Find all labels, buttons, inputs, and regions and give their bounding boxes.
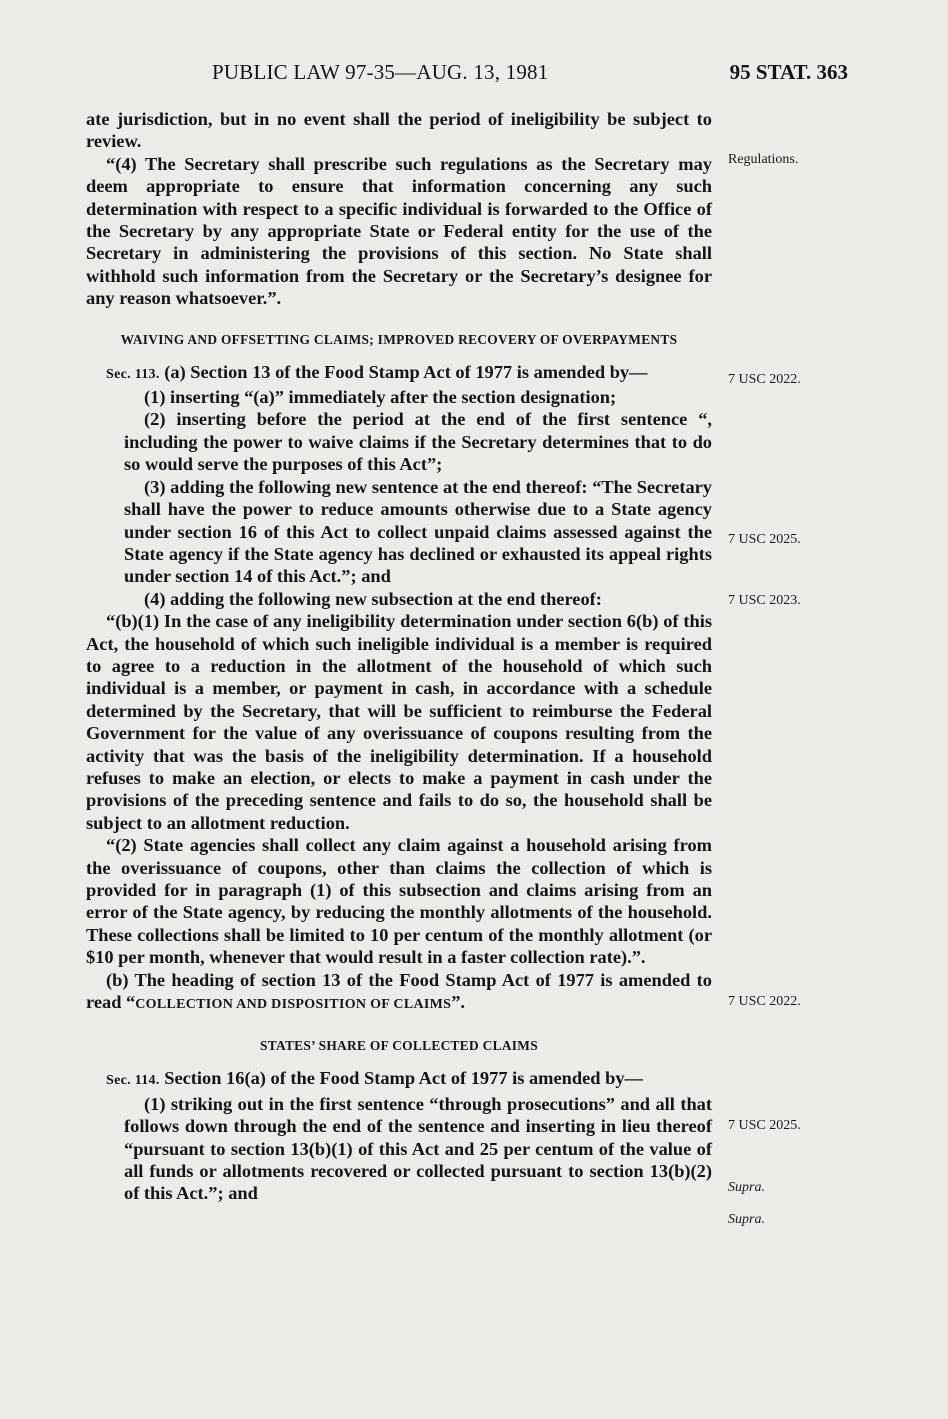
paragraph-continuation: ate jurisdiction, but in no event shall the period of ineligibility be subject to review. bbox=[86, 109, 712, 152]
section-114-label: Sec. 114. bbox=[106, 1073, 160, 1089]
list-item-113-2: (2) inserting before the period at the end of the first sentence “, including the power to waive claims if the Secretary determines that to do so would serve the purposes of this Act”; bbox=[124, 409, 712, 475]
subsection-heading-amendment bbox=[86, 969, 712, 1017]
margin-note-7-usc-2023: 7 USC 2023. bbox=[728, 593, 801, 608]
page-title: PUBLIC LAW 97-35—AUG. 13, 1981 bbox=[212, 60, 549, 84]
subsection-b2: “(2) State agencies shall collect any claim against a household arising from the overissuance of coupons, other than claims the collection of which is provided for in paragraph (1) of this subsection and claims arising from an error of the State agency, by reducing the monthly allotments of the household. These collections shall be limited to 10 per centum of the monthly allotment (or $10 per month, whenever that would result in a faster collection rate).”. bbox=[86, 835, 712, 968]
section-114-intro bbox=[86, 1067, 712, 1092]
margin-note-7-usc-2022-a: 7 USC 2022. bbox=[728, 372, 801, 387]
body-text bbox=[86, 108, 712, 1205]
list-item-113-3: (3) adding the following new sentence at the end thereof: “The Secretary shall have the power to reduce amounts otherwise due to a State agency under section 16 of this Act to collect unpaid claims assessed against the State agency if the State agency has declined or exhausted its appeal rights under section 14 of this Act.”; and bbox=[124, 476, 712, 587]
running-head bbox=[86, 60, 848, 90]
subsection-b1: “(b)(1) In the case of any ineligibility determination under section 6(b) of this Act, the household of which such ineligible individual is a member is required to agree to a reduction in the allotment of the household of which such individual is a member, or payment in cash, in accordance with a schedule determined by the Secretary, that will be sufficient to reimburse the Federal Government for the value of any overissuance of coupons resulting from the activity that was the basis of the ineligibility determination. If a household refuses to make an election, or elects to make a payment in cash under the provisions of the preceding sentence and fails to do so, the household shall be subject to an allotment reduction. bbox=[86, 611, 712, 833]
margin-note-supra-a: Supra. bbox=[728, 1180, 765, 1195]
margin-note-7-usc-2025-a: 7 USC 2025. bbox=[728, 532, 801, 547]
margin-note-supra-b: Supra. bbox=[728, 1212, 765, 1227]
paragraph-regulations: “(4) The Secretary shall prescribe such regulations as the Secretary may deem appropriate to ensure that information concerning any such determination with respect to a specific individual is forwarded to the Office of the Secretary by any appropriate State or Federal entity for the use of the Secretary in administering the provisions of this section. No State shall withhold such information from the Secretary or the Secretary’s designee for any reason whatsoever.”. bbox=[86, 153, 712, 309]
section-113-intro bbox=[86, 361, 712, 386]
section-113-text: (a) Section 13 of the Food Stamp Act of 1977 is amended by— bbox=[159, 361, 648, 382]
section-114-text: Section 16(a) of the Food Stamp Act of 1977 is amended by— bbox=[159, 1068, 643, 1089]
section-heading-states-share: STATES’ SHARE OF COLLECTED CLAIMS bbox=[259, 1038, 538, 1054]
amendment-text-end: ”. bbox=[451, 992, 466, 1013]
margin-note-7-usc-2025-b: 7 USC 2025. bbox=[728, 1118, 801, 1133]
list-item-113-1: (1) inserting “(a)” immediately after the section designation; bbox=[144, 387, 617, 408]
amendment-new-heading: COLLECTION AND DISPOSITION OF CLAIMS bbox=[135, 997, 452, 1013]
statute-page-number: 95 STAT. 363 bbox=[729, 60, 848, 84]
section-113-label: Sec. 113. bbox=[106, 366, 160, 382]
margin-note-7-usc-2022-b: 7 USC 2022. bbox=[728, 994, 801, 1009]
amendment-text-start: (b) The heading of section 13 of the Food Stamp Act of 1977 is amended to read “ bbox=[86, 969, 712, 1013]
margin-note-regulations: Regulations. bbox=[728, 152, 799, 167]
section-heading-waiving-claims: WAIVING AND OFFSETTING CLAIMS; IMPROVED RECOVERY OF OVERPAYMENTS bbox=[120, 331, 678, 347]
list-item-114-1: (1) striking out in the first sentence “through prosecutions” and all that follows down through the end of the sentence and inserting in lieu thereof “pursuant to section 13(b)(1) of this Act and 25 per centum of the value of all funds or allotments recovered or collected pursuant to section 13(b)(2) of this Act.”; and bbox=[124, 1093, 712, 1204]
list-item-113-4: (4) adding the following new subsection at the end thereof: bbox=[144, 588, 602, 609]
